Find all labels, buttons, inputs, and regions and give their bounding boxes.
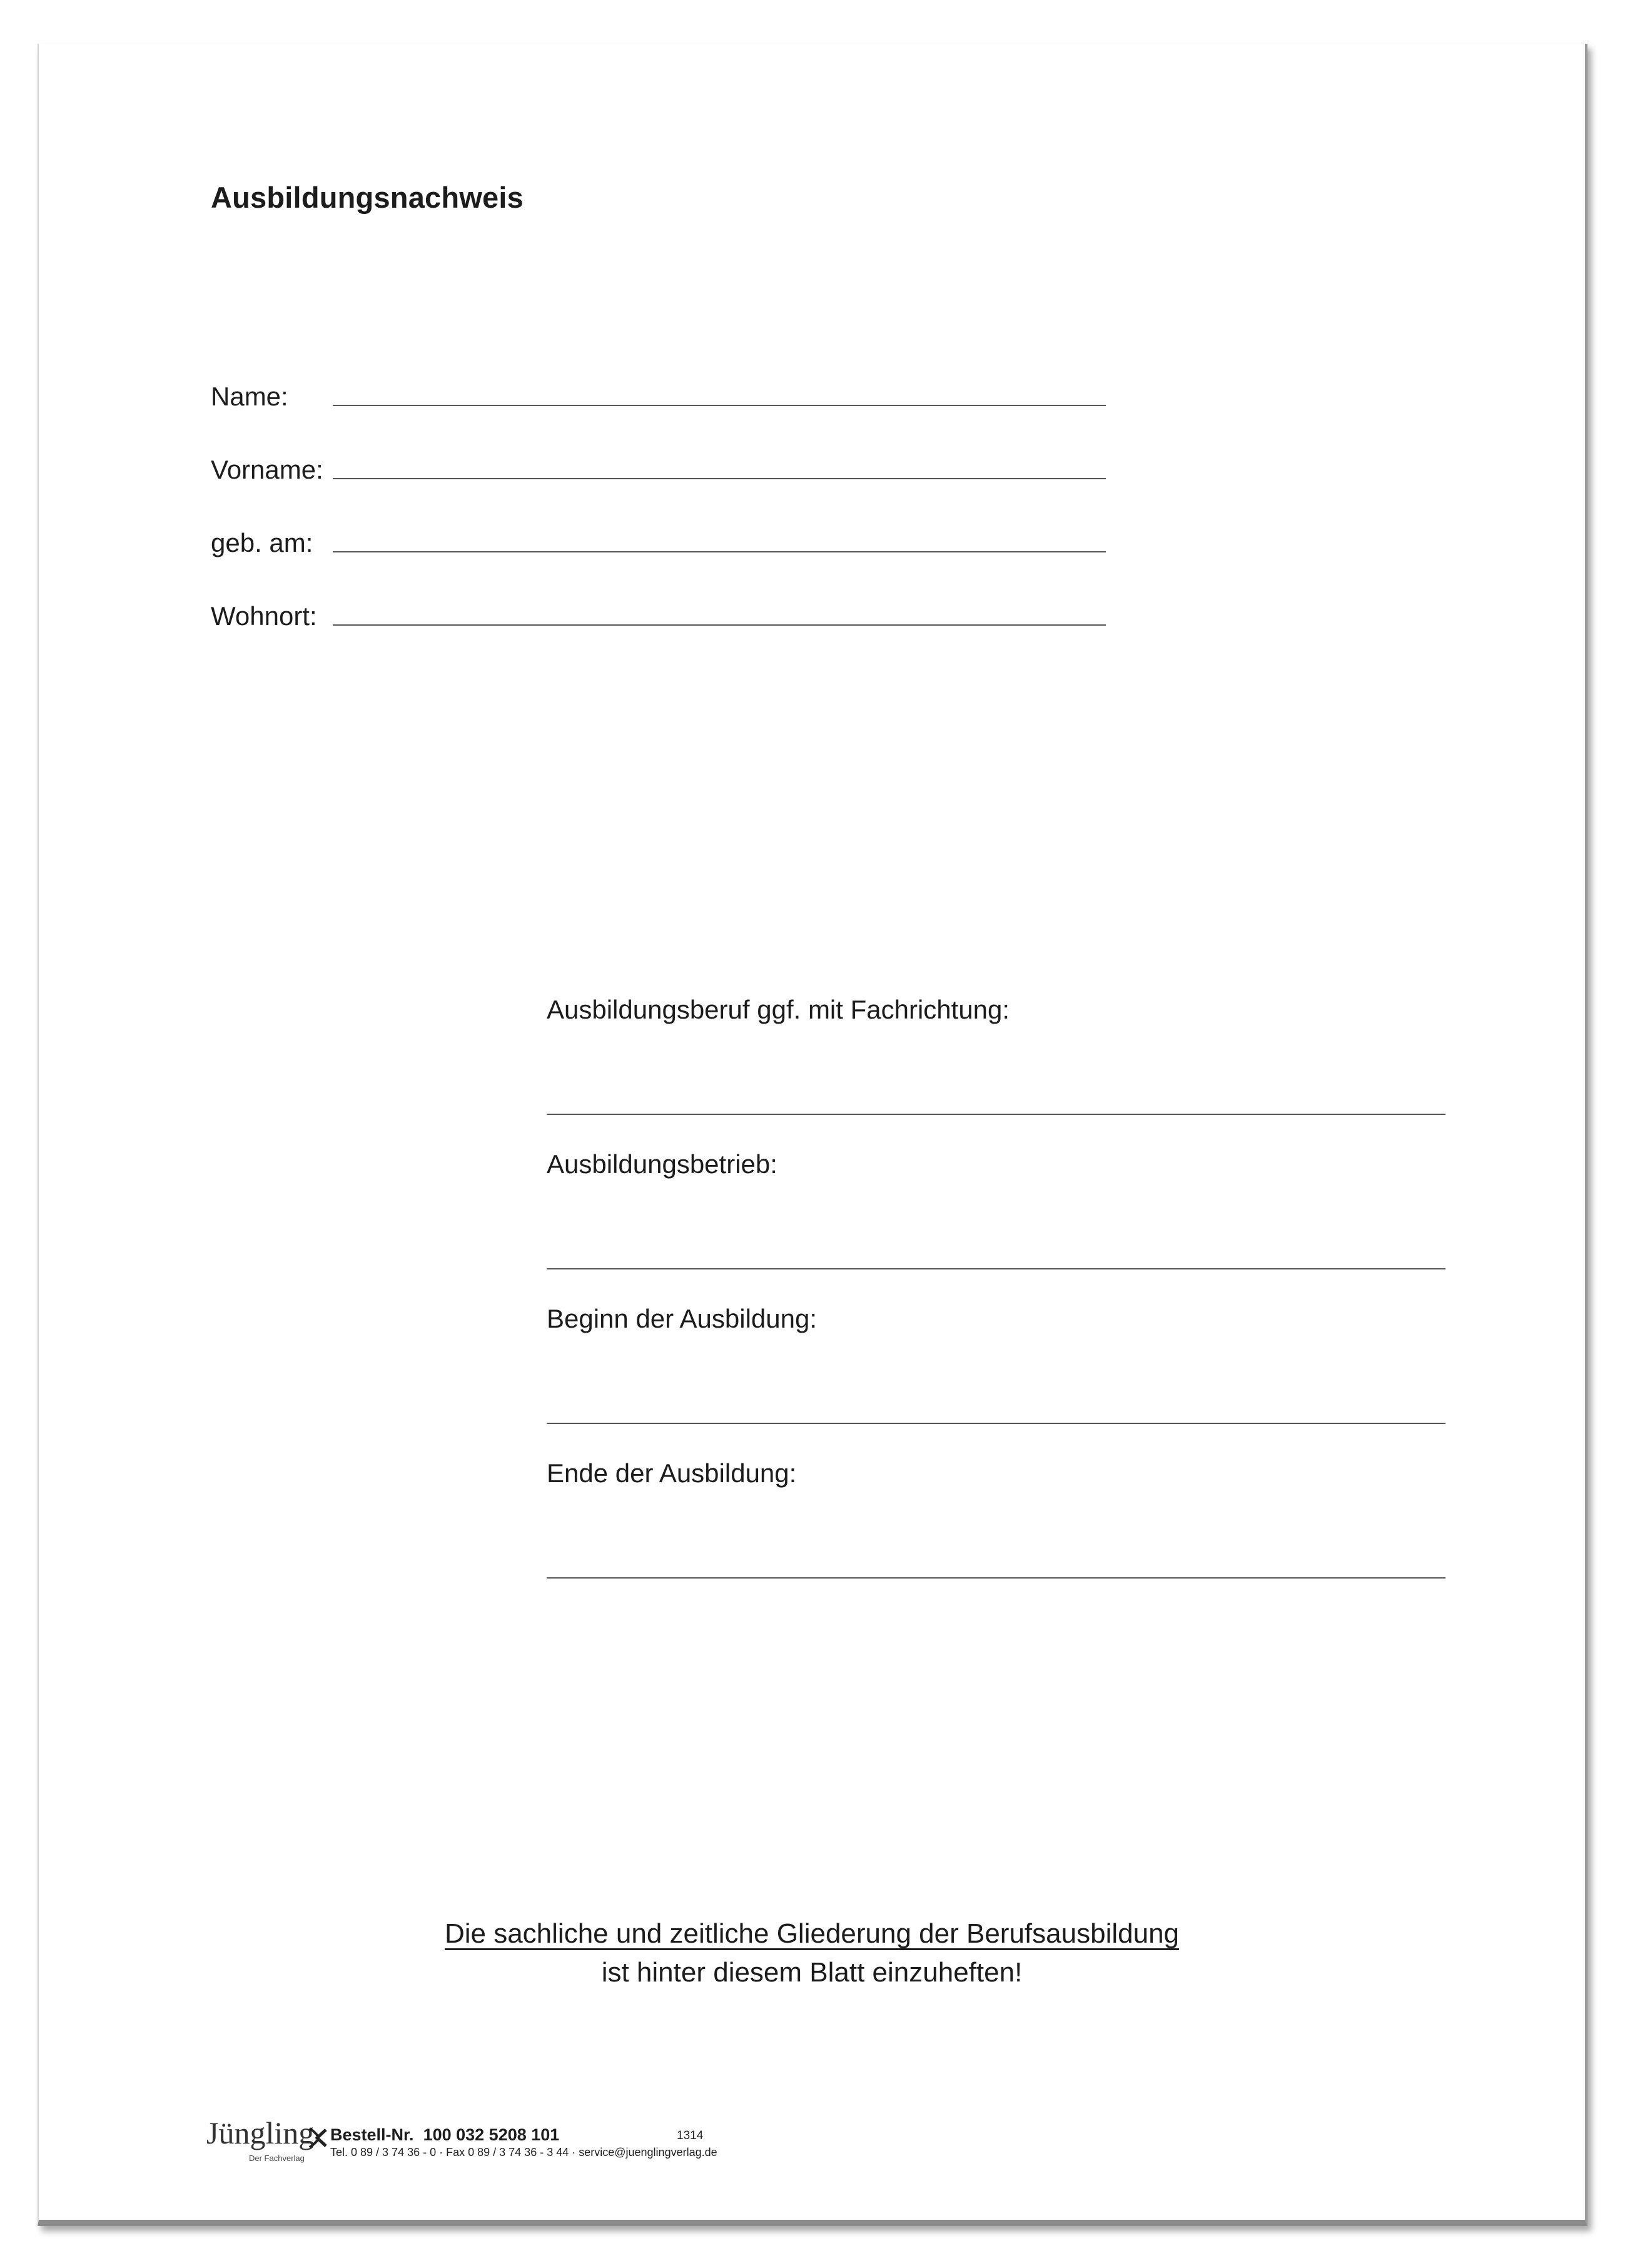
document-title: Ausbildungsnachweis [211, 181, 524, 214]
contact-info: Tel. 0 89 / 3 74 36 - 0 · Fax 0 89 / 3 74 36 - 3 44 · service@juenglingverlag.de [330, 2146, 717, 2159]
wohnort-field-line[interactable] [333, 624, 1106, 626]
ausbildungsberuf-label: Ausbildungsberuf ggf. mit Fachrichtung: [547, 995, 1010, 1024]
notice-text [39, 1915, 1585, 1992]
order-value: 100 032 5208 101 [423, 2125, 560, 2144]
geb-am-field-line[interactable] [333, 551, 1106, 552]
ende-field-line[interactable] [547, 1577, 1445, 1579]
logo-mark-icon [308, 2127, 327, 2148]
beginn-field-line[interactable] [547, 1423, 1445, 1424]
ausbildungsberuf-field-line[interactable] [547, 1114, 1445, 1115]
notice-line-2: ist hinter diesem Blatt einzuheften! [601, 1957, 1023, 1988]
vorname-label: Vorname: [211, 455, 323, 484]
form-code: 1314 [677, 2129, 704, 2142]
name-label: Name: [211, 382, 288, 411]
logo-subtitle: Der Fachverlag [249, 2154, 305, 2163]
vorname-field-line[interactable] [333, 478, 1106, 479]
logo-wordmark: Jüngling [206, 2115, 315, 2150]
ausbildungsbetrieb-label: Ausbildungsbetrieb: [547, 1149, 777, 1179]
wohnort-label: Wohnort: [211, 601, 317, 631]
geb-am-label: geb. am: [211, 528, 313, 557]
beginn-label: Beginn der Ausbildung: [547, 1304, 817, 1333]
publisher-logo [206, 2115, 332, 2165]
notice-line-1: Die sachliche und zeitliche Gliederung der Berufsausbildung [444, 1918, 1180, 1949]
ende-label: Ende der Ausbildung: [547, 1458, 797, 1488]
order-label: Bestell-Nr. [330, 2125, 414, 2144]
ausbildungsbetrieb-field-line[interactable] [547, 1268, 1445, 1269]
order-number [330, 2125, 559, 2145]
name-field-line[interactable] [333, 405, 1106, 406]
form-sheet [38, 44, 1587, 2226]
